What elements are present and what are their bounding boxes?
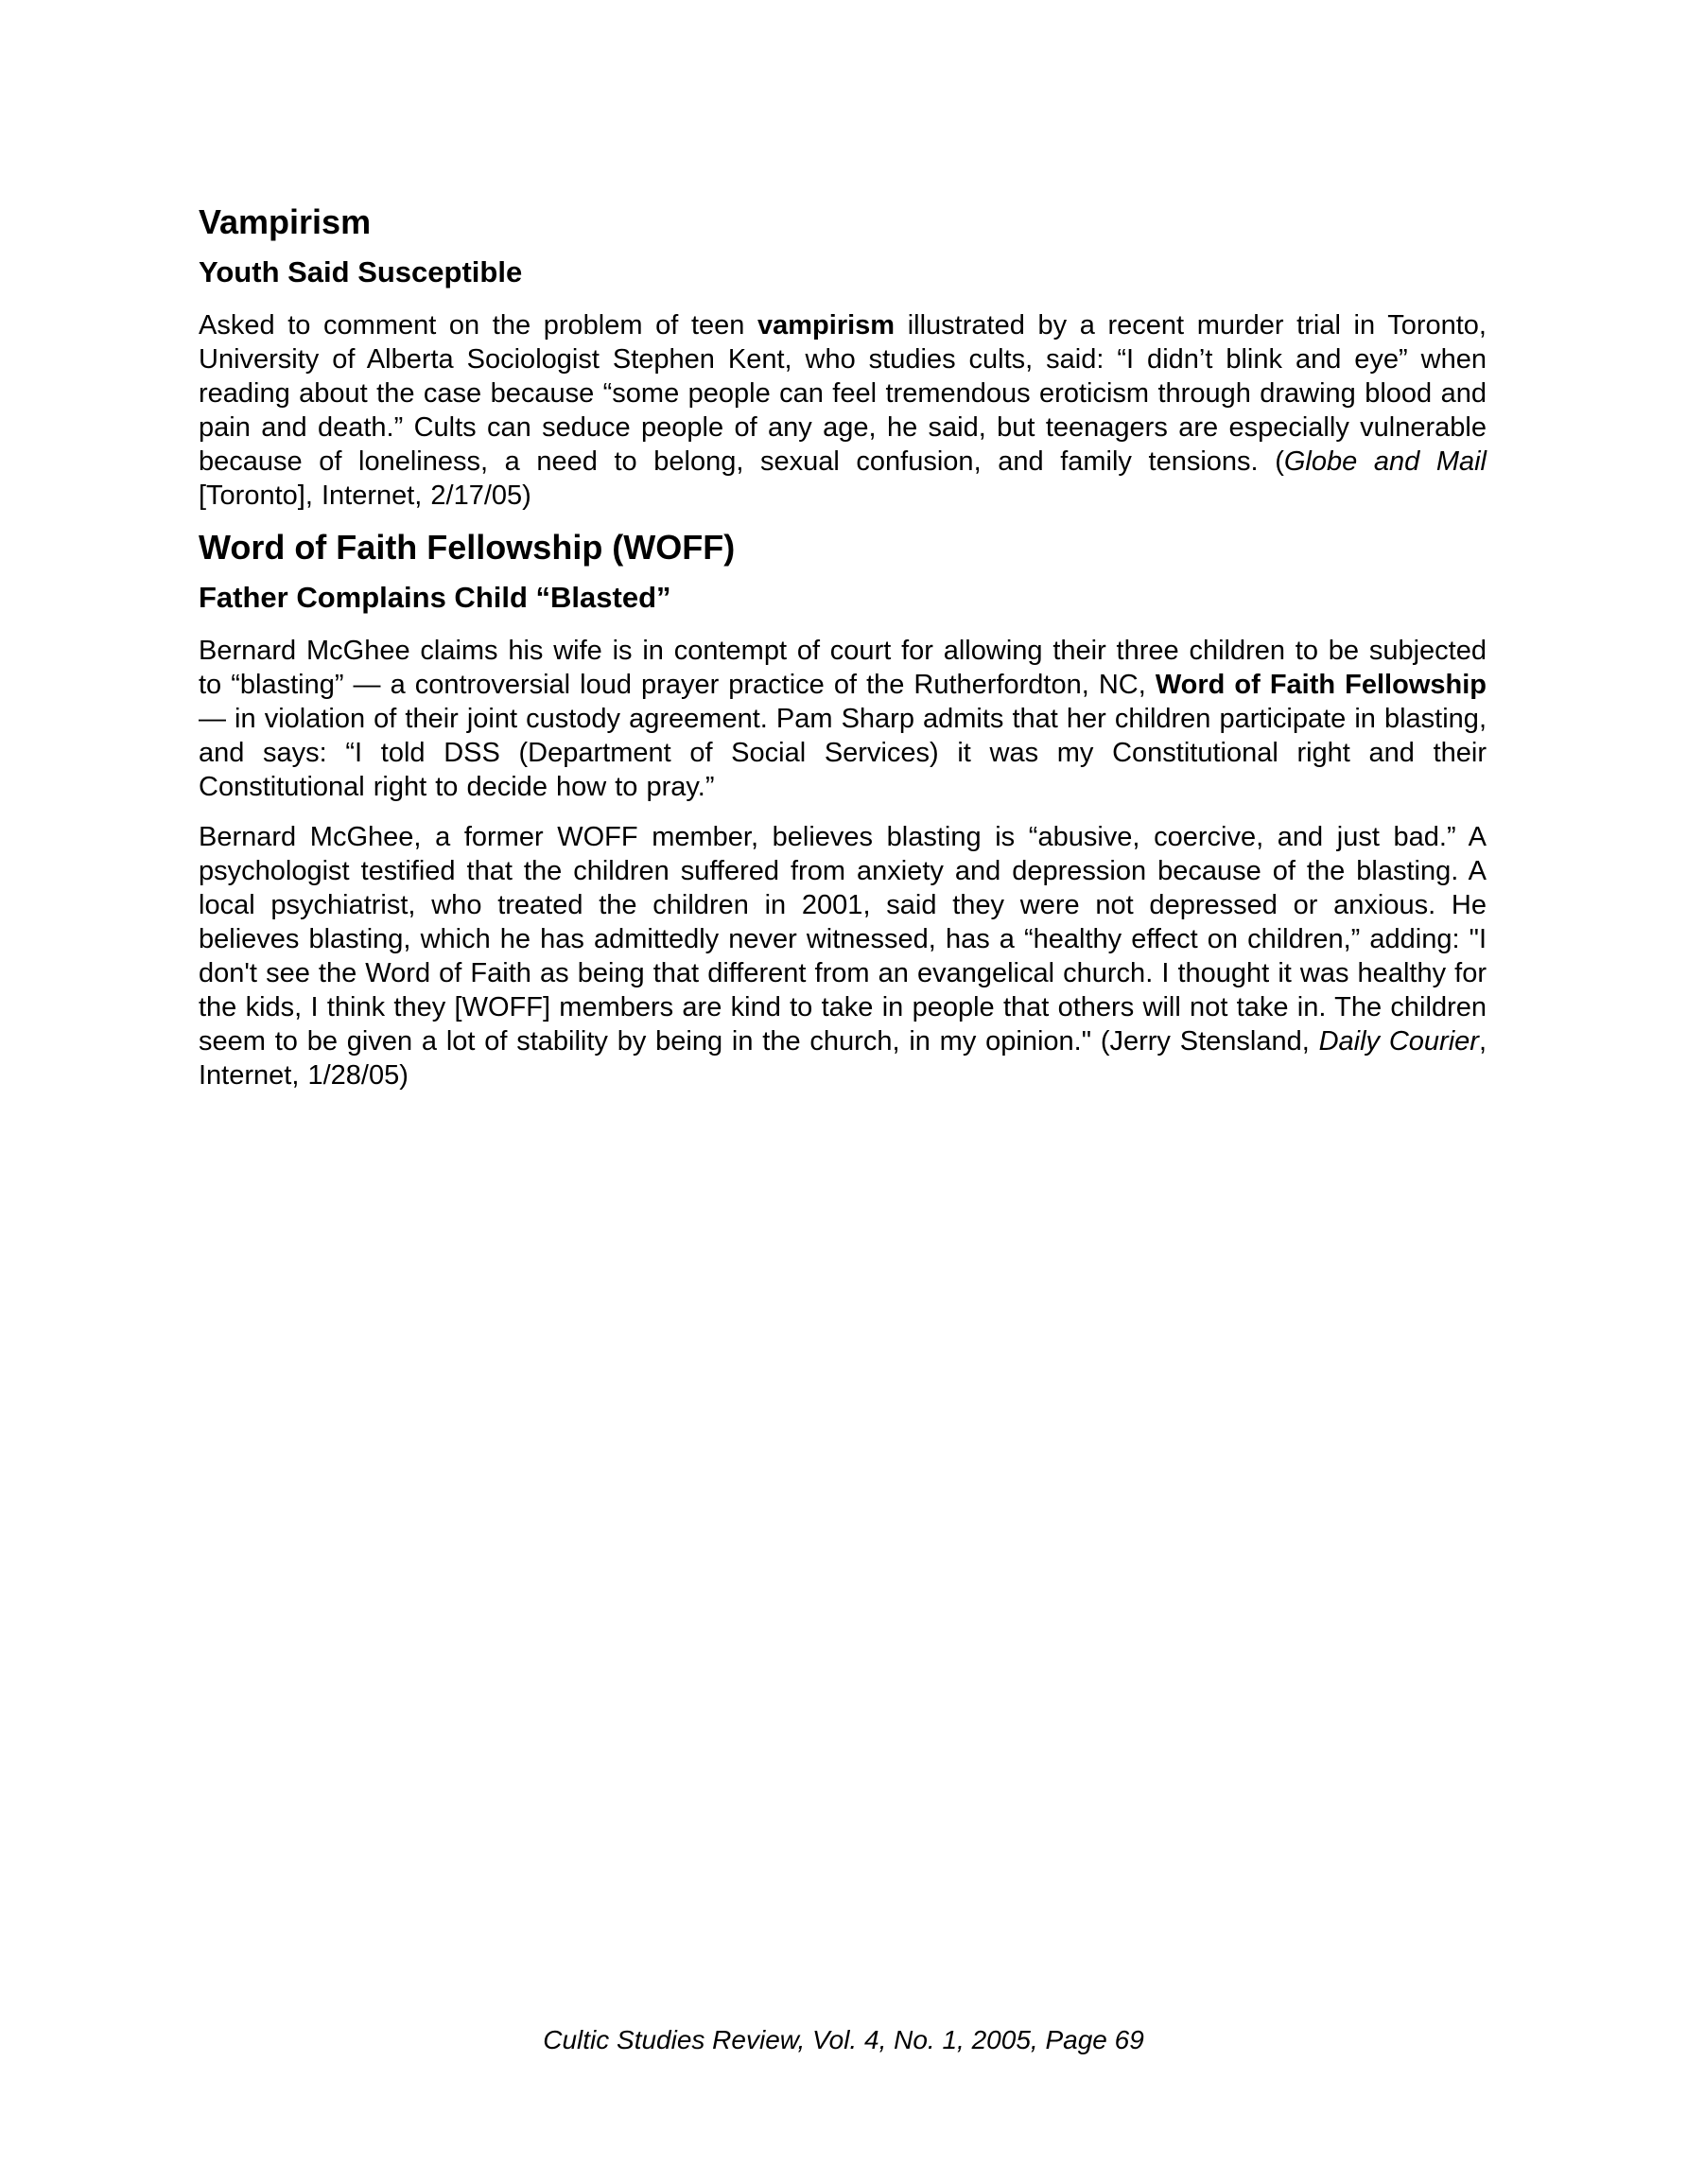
- section-heading-woff: Word of Faith Fellowship (WOFF): [199, 528, 736, 567]
- page-footer-citation: Cultic Studies Review, Vol. 4, No. 1, 2005, Page 69: [543, 2025, 1144, 2054]
- section-subheading-youth-said-susceptible: Youth Said Susceptible: [199, 255, 523, 288]
- paragraph-woff-2: Bernard McGhee, a former WOFF member, believes blasting is “abusive, coercive, and just bad.” A psychologist testified that the children suffered from anxiety and depression because of the blasting. A local psychiatrist, who treated the children in 2001, said they were not depressed or anxious. He believes blasting, which he has admittedly never witnessed, has a “healthy effect on children,” adding: "I don't see the Word of Faith as being that different from an evangelical church. I thought it was healthy for the kids, I think they [WOFF] members are kind to take in people that others will not take in. The children seem to be given a lot of stability by being in the church, in my opinion." (Jerry Stensland, Daily Courier, Internet, 1/28/05): [199, 822, 1487, 1091]
- paragraph-vampirism-1: Asked to comment on the problem of teen vampirism illustrated by a recent murder trial in Toronto, University of Alberta Sociologist Stephen Kent, who studies cults, said: “I didn’t blink and eye” when reading about the case because “some people can feel tremendous eroticism through drawing blood and pain and death.” Cults can seduce people of any age, he said, but teenagers are especially vulnerable because of loneliness, a need to belong, sexual confusion, and family tensions. (Globe and Mail [Toronto], Internet, 2/17/05): [199, 310, 1487, 511]
- section-heading-vampirism: Vampirism: [199, 202, 372, 241]
- section-vampirism: [199, 203, 1487, 513]
- section-word-of-faith-fellowship: [199, 529, 1487, 1092]
- section-subheading-father-complains: Father Complains Child “Blasted”: [199, 581, 671, 614]
- paragraph-woff-1: Bernard McGhee claims his wife is in contempt of court for allowing their three children to be subjected to “blasting” — a controversial loud prayer practice of the Rutherfordton, NC, Word of Faith Fellowship — in violation of their joint custody agreement. Pam Sharp admits that her children participate in blasting, and says: “I told DSS (Department of Social Services) it was my Constitutional right and their Constitutional right to decide how to pray.”: [199, 636, 1487, 802]
